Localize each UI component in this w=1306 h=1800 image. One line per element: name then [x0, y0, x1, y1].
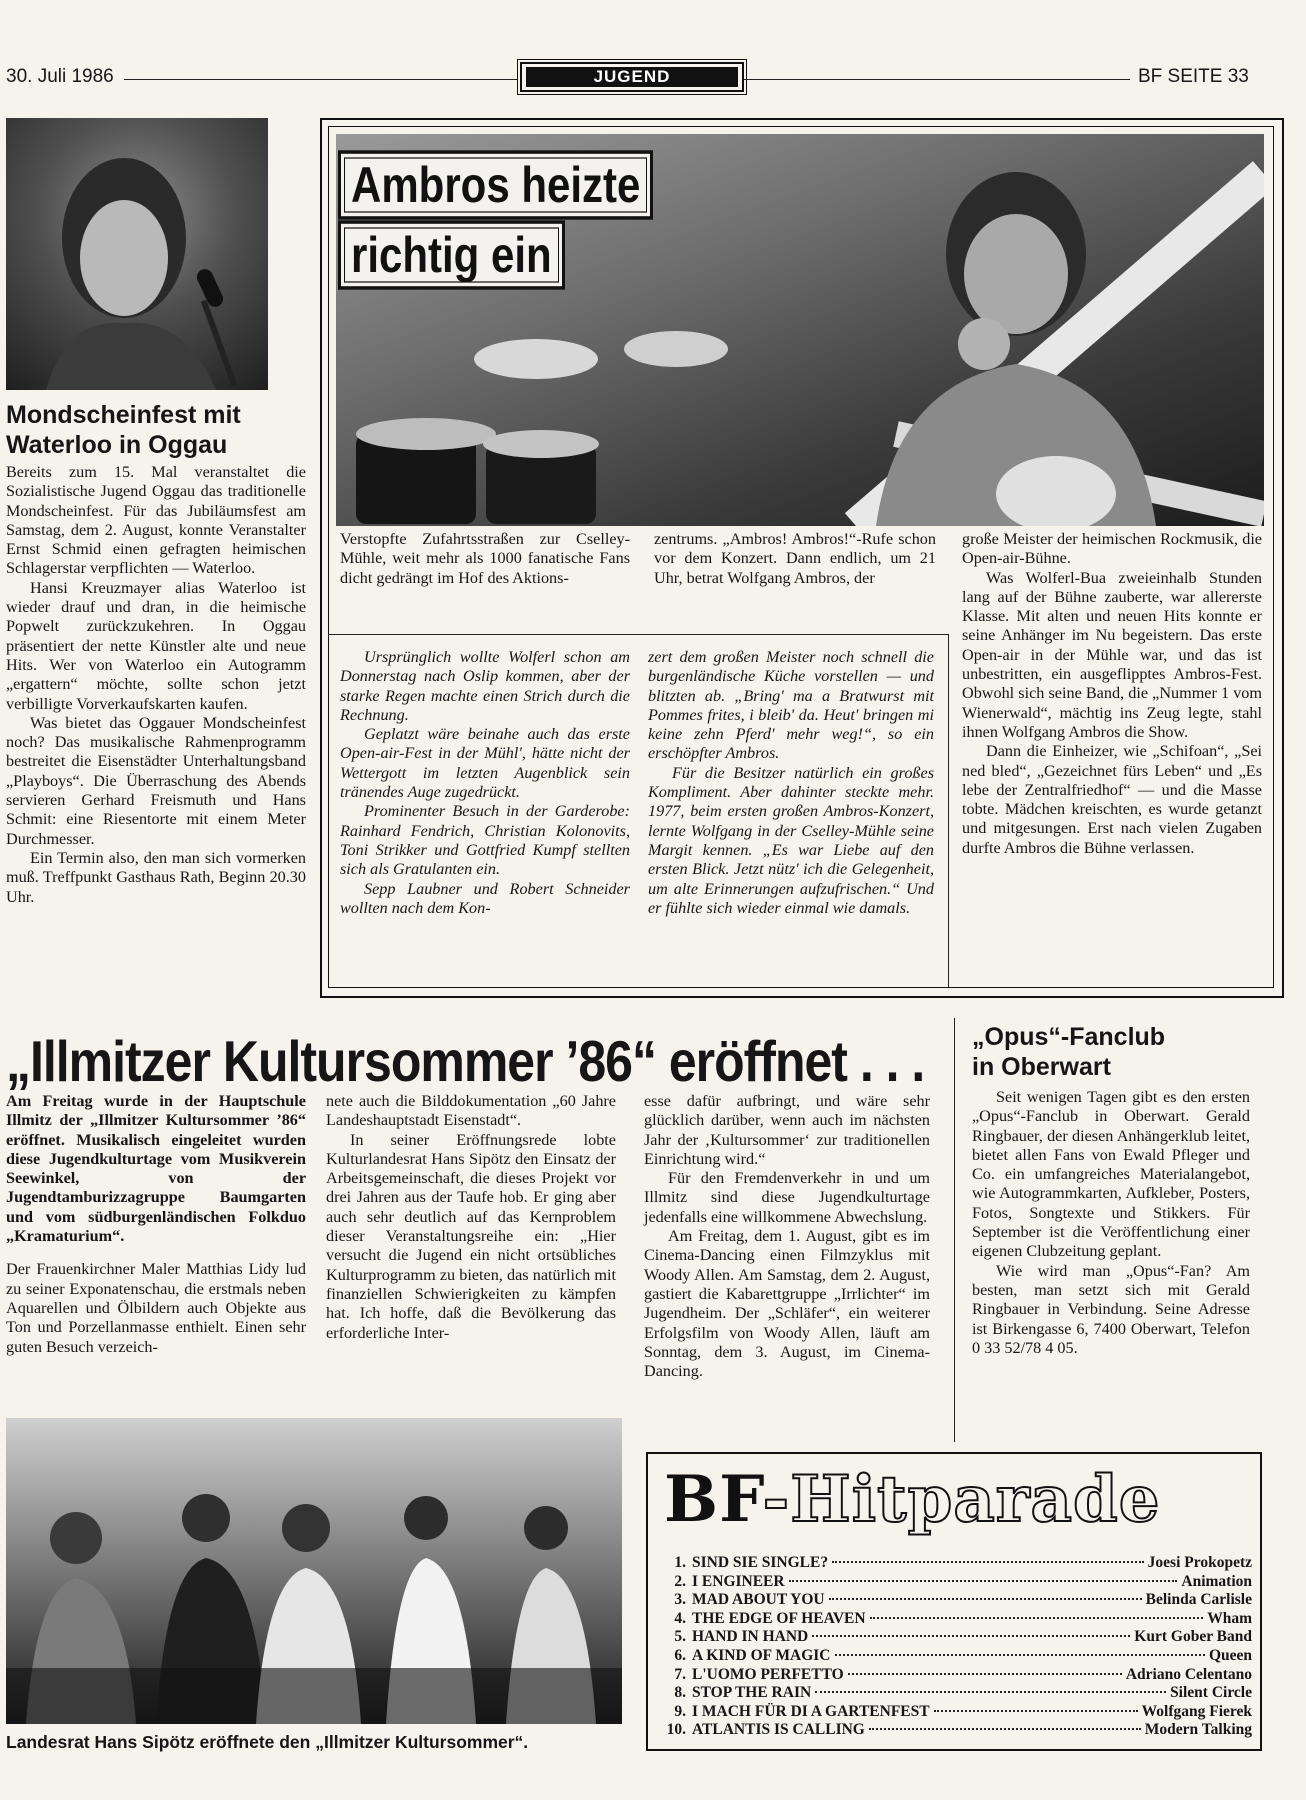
hitparade-entry: 1. SIND SIE SINGLE? Joesi Prokopetz — [674, 1554, 1252, 1571]
hitparade-list — [664, 1554, 1252, 1740]
illmitz-paragraph: Am Freitag, dem 1. August, gibt es im Cinema-Dancing einen Filmzyklus mit Woody Allen. Am Samstag, dem 2. August, gastiert die Kabarettgruppe „Irrlichter“ im Jugendheim. Der „Schläfer“, ein weiterer Erfolgsfilm von Woody Allen, läuft am Sonntag, dem 3. August, im Cinema-Dancing. — [644, 1227, 930, 1381]
illmitz-col2 — [326, 1092, 616, 1343]
ambros-note-paragraph: zert dem großen Meister noch schnell die burgenländische Küche vorstellen — und blitzten ab. „Bring' ma a Bratwurst mit Pommes frites, i bleib' da. Heut' bringen mi keine zehn Pferd' mehr weg!“, so ein erschöpfter Ambros. — [648, 648, 934, 763]
ambros-col1: Verstopfte Zufahrtsstraßen zur Cselley-Mühle, weit mehr als 1000 fanatische Fans dicht gedrängt im Hof des Aktions- — [340, 530, 630, 587]
hitparade-entry: 6. A KIND OF MAGIC Queen — [674, 1646, 1252, 1664]
hit-song: STOP THE RAIN — [692, 1684, 812, 1702]
hit-song: A KIND OF MAGIC — [692, 1646, 831, 1664]
hitparade-title — [664, 1462, 1160, 1537]
ambros-headline-line2: richtig ein — [351, 226, 552, 283]
hit-artist: Kurt Gober Band — [1134, 1628, 1252, 1646]
hit-song: I MACH FÜR DI A GARTENFEST — [692, 1702, 930, 1720]
hitparade-entry: 8. STOP THE RAIN Silent Circle — [674, 1684, 1252, 1702]
header-rule-left — [124, 79, 518, 80]
ambros-col3-paragraph: große Meister der heimischen Rockmusik, die Open-air-Bühne. — [962, 530, 1262, 568]
hitparade-entry: 5. HAND IN HAND Kurt Gober Band — [674, 1628, 1252, 1646]
mondschein-headline — [6, 400, 241, 460]
illmitz-paragraph: In seiner Eröffnungsrede lobte Kulturlandesrat Hans Sipötz den Einsatz der Arbeitsgemeinschaft, die dieses Projekt vor drei Jahren aus der Taufe hob. Er ging aber auch sehr deutlich auf das Kernproblem dieser Veranstaltungsreihe ein: „Hier versucht die Jugend ein nicht ortsübliches Kulturprogramm zu bieten, das natürlich mit finanziellen Schwierigkeiten zu kämpfen hat. Ich hoffe, daß die Bevölkerung das erforderliche Inter- — [326, 1130, 616, 1342]
opus-paragraph: Seit wenigen Tagen gibt es den ersten „Opus“-Fanclub in Oberwart. Gerald Ringbauer, der diesen Anhängerklub leitet, bietet allen Fans von Ewald Pfleger und Co. ein umfangreiches Materialangebot, wie Autogrammkarten, Aufkleber, Posters, Fotos, Songtexte und Stikkers. Für September ist die Veröffentlichung einer eigenen Clubzeitung geplant. — [972, 1088, 1250, 1261]
hit-song: ATLANTIS IS CALLING — [692, 1721, 865, 1739]
mondschein-headline-line2: Waterloo in Oggau — [6, 431, 228, 459]
ambros-note-col1 — [340, 648, 630, 918]
illmitz-paragraph: esse dafür aufbringt, und wäre sehr glücklich darüber, wenn auch im nächsten Jahr der ‚Kultursommer‘ zur traditionellen Einrichtung wird.“ — [644, 1092, 930, 1168]
ambros-headline-line1: Ambros heizte — [351, 156, 641, 213]
hitparade-entry: 9. I MACH FÜR DI A GARTENFEST Wolfgang Fierek — [674, 1702, 1252, 1720]
ambros-col2: zentrums. „Ambros! Ambros!“-Rufe schon vor dem Konzert. Dann endlich, um 21 Uhr, betrat Wolfgang Ambros, der — [654, 530, 936, 587]
ambros-note-paragraph: Ursprünglich wollte Wolferl schon am Donnerstag nach Oslip kommen, aber der starke Regen machte einen Strich durch die Rechnung. — [340, 648, 630, 724]
illmitz-lead: Am Freitag wurde in der Hauptschule Illmitz der „Illmitzer Kultursommer ’86“ eröffnet. Musikalisch eingeleitet wurden diese Jugendkulturtage vom Musikverein Seewinkel, von der Jugendtamburizzagruppe Baumgarten und vom südburgenländischen Folkduo „Kramaturium“. — [6, 1092, 306, 1246]
section-label-box — [520, 62, 744, 92]
ambros-headline-line2-box — [338, 220, 565, 290]
hitparade-entry: 7. L'UOMO PERFETTO Adriano Celentano — [674, 1665, 1252, 1683]
hitparade-entry: 2. I ENGINEER Animation — [674, 1572, 1252, 1590]
hit-artist: Silent Circle — [1170, 1684, 1252, 1702]
opus-headline — [972, 1022, 1165, 1082]
opus-paragraph: Wie wird man „Opus“-Fan? Am besten, man setzt sich mit Gerald Ringbauer in Verbindung. Seine Adresse ist Birkengasse 6, 7400 Oberwart, Telefon 0 33 52/78 4 05. — [972, 1261, 1250, 1357]
mondschein-paragraph: Was bietet das Oggauer Mondscheinfest noch? Das musikalische Rahmenprogramm bestreitet die Eisenstädter Unterhaltungsband „Playboys“. Die Überraschung des Abends servieren Gerhard Freismuth und Hans Schmit: eine Riesentorte mit einem Meter Durchmesser. — [6, 713, 306, 848]
hitparade-entry: 10. ATLANTIS IS CALLING Modern Talking — [666, 1721, 1252, 1739]
hit-artist: Queen — [1208, 1646, 1252, 1664]
ambros-col3-paragraph: Dann die Einheizer, wie „Schifoan“, „Sei ned bled“, „Gezeichnet fürs Leben“ und „Es lebe der Zentralfriedhof“ — und die Masse tobte. Mädchen kreischten, es wurde getanzt und mitgesungen. Erst nach vielen Zugaben durfte Ambros die Bühne verlassen. — [962, 742, 1262, 857]
hit-artist: Belinda Carlisle — [1145, 1591, 1252, 1609]
section-label: JUGEND — [526, 67, 738, 87]
opus-headline-line1: „Opus“-Fanclub — [972, 1023, 1166, 1051]
hitparade-entry: 4. THE EDGE OF HEAVEN Wham — [674, 1609, 1252, 1627]
hit-song: THE EDGE OF HEAVEN — [692, 1609, 866, 1627]
illmitz-col3 — [644, 1092, 930, 1381]
hitparade-title-bf: BF — [664, 1462, 763, 1537]
illmitz-paragraph: Für den Fremdenverkehr in und um Illmitz sind diese Jugendkulturtage jedenfalls eine willkommene Abwechslung. — [644, 1169, 930, 1226]
ambros-col3 — [962, 530, 1262, 858]
hitparade-title-rest: -Hitparade — [762, 1462, 1161, 1537]
illmitz-opening-photo — [6, 1418, 622, 1724]
hit-artist: Wolfgang Fierek — [1141, 1702, 1252, 1720]
page-number: BF SEITE 33 — [1138, 66, 1249, 87]
hitparade-entry: 3. MAD ABOUT YOU Belinda Carlisle — [674, 1591, 1252, 1609]
mondschein-paragraph: Ein Termin also, den man sich vormerken muß. Treffpunkt Gasthaus Rath, Beginn 20.30 Uhr. — [6, 848, 306, 906]
hit-artist: Animation — [1181, 1572, 1252, 1590]
hit-song: HAND IN HAND — [692, 1628, 809, 1646]
ambros-headline-line1-box — [338, 150, 653, 220]
ambros-concert-photo — [336, 134, 1264, 526]
crowd-scene-icon — [6, 1418, 622, 1724]
hit-artist: Adriano Celentano — [1125, 1665, 1252, 1683]
mondschein-paragraph: Hansi Kreuzmayer alias Waterloo ist wieder drauf und dran, in die heimische Popwelt zurückzukehren. In Oggau präsentiert der nette Künstler alte und neue Hits. Wer von Waterloo ein Autogramm „ergattern“ möchte, sollte schon jetzt verbilligte Vorverkaufskarten kaufen. — [6, 578, 306, 713]
ambros-note-col2 — [648, 648, 934, 918]
issue-date: 30. Juli 1986 — [6, 66, 114, 87]
hit-song: I ENGINEER — [692, 1572, 785, 1590]
hit-song: L'UOMO PERFETTO — [692, 1665, 844, 1683]
illmitz-paragraph: Der Frauenkirchner Maler Matthias Lidy lud zu seiner Exponatenschau, die erstmals neben Aquarellen und Ölbildern auch Objekte aus Ton und Porzellanmasse enthielt. Einen sehr guten Besuch verzeich- — [6, 1260, 306, 1356]
hit-song: MAD ABOUT YOU — [692, 1591, 825, 1609]
ambros-note-paragraph: Sepp Laubner und Robert Schneider wollten nach dem Kon- — [340, 879, 630, 917]
mondschein-body — [6, 463, 306, 907]
ambros-note-paragraph: Geplatzt wäre beinahe auch das erste Open-air-Fest in der Mühl', hätte nicht der Wettergott im letzten Augenblick sein tränendes Auge zugedrückt. — [340, 725, 630, 802]
photo-caption: Landesrat Hans Sipötz eröffnete den „Illmitzer Kultursommer“. — [6, 1732, 529, 1752]
mondschein-paragraph: Bereits zum 15. Mal veranstaltet die Sozialistische Jugend Oggau das traditionelle Mondscheinfest. Für das Jubiläumsfest am Samstag, dem 2. August, konnte Veranstalter Ernst Schmid einen gefragten heimischen Schlagerstar verpflichten — Waterloo. — [6, 463, 306, 578]
mondschein-headline-line1: Mondscheinfest mit — [6, 401, 241, 429]
opus-body — [972, 1088, 1250, 1358]
illmitz-col1 — [6, 1092, 306, 1357]
opus-headline-line2: in Oberwart — [972, 1053, 1111, 1081]
header-rule-right — [744, 79, 1130, 80]
illmitz-paragraph: nete auch die Bilddokumentation „60 Jahre Landeshauptstadt Eisenstadt“. — [326, 1092, 616, 1130]
hit-artist: Joesi Prokopetz — [1147, 1554, 1252, 1571]
singer-silhouette-icon — [6, 118, 268, 390]
hit-artist: Wham — [1207, 1609, 1252, 1627]
opus-divider — [954, 1018, 955, 1442]
hit-artist: Modern Talking — [1144, 1721, 1252, 1739]
ambros-note-paragraph: Prominenter Besuch in der Garderobe: Rainhard Fendrich, Christian Kolonovits, Toni Strikker und Gottfried Kumpf stellten sich als Gratulanten ein. — [340, 802, 630, 879]
waterloo-photo — [6, 118, 268, 390]
hit-song: SIND SIE SINGLE? — [692, 1554, 829, 1571]
ambros-note-paragraph: Für die Besitzer natürlich ein großes Kompliment. Aber dahinter steckte mehr. 1977, beim ersten großen Ambros-Konzert, lernte Wolfgang in der Cselley-Mühle seine Margit kennen. „Es war Liebe auf den ersten Blick. Jetzt nütz' ich die Gelegenheit, um alte Erinnerungen aufzufrischen.“ Und er fühlte sich wieder einmal wie damals. — [648, 763, 934, 917]
ambros-col3-paragraph: Was Wolferl-Bua zweieinhalb Stunden lang auf der Bühne zauberte, war allererste Klasse. Mit alten und neuen Hits konnte er seine Anhänger im Nu begeistern. Das erste Open-air in der Mühle war, und das ist unbestritten, ein ausgeflipptes Ambros-Fest. Obwohl sich seine Band, die „Nummer 1 vom Wienerwald“, mächtig ins Zeug legte, stahl ihnen Wolfgang Ambros die Show. — [962, 568, 1262, 741]
illmitz-headline: „Illmitzer Kultursommer ’86“ eröffnet . . . — [6, 1029, 925, 1094]
